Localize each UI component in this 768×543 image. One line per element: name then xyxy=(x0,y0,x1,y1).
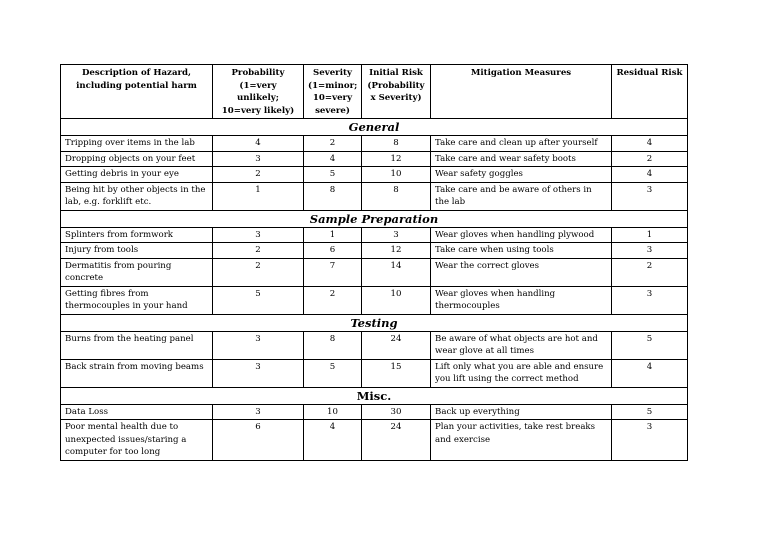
initial-risk-cell: 24 xyxy=(362,331,431,359)
probability-cell: 1 xyxy=(213,182,304,210)
severity-cell: 2 xyxy=(304,286,362,314)
hazard-cell: Data Loss xyxy=(61,404,213,420)
probability-cell: 3 xyxy=(213,331,304,359)
residual-risk-cell: 3 xyxy=(612,286,688,314)
initial-risk-cell: 10 xyxy=(362,167,431,183)
header-residual-risk: Residual Risk xyxy=(612,65,688,119)
table-row xyxy=(61,167,688,183)
probability-cell: 2 xyxy=(213,258,304,286)
hazard-cell: Being hit by other objects in the lab, e.g. forklift etc. xyxy=(61,182,213,210)
initial-risk-cell: 30 xyxy=(362,404,431,420)
mitigation-cell: Take care and wear safety boots xyxy=(431,151,612,167)
residual-risk-cell: 5 xyxy=(612,331,688,359)
initial-risk-cell: 8 xyxy=(362,182,431,210)
risk-assessment-table xyxy=(60,64,688,461)
header-probability: Probability (1=very unlikely; 10=very likely) xyxy=(213,65,304,119)
initial-risk-cell: 24 xyxy=(362,420,431,461)
hazard-cell: Tripping over items in the lab xyxy=(61,136,213,152)
residual-risk-cell: 4 xyxy=(612,167,688,183)
hazard-cell: Back strain from moving beams xyxy=(61,359,213,387)
mitigation-cell: Wear gloves when handling thermocouples xyxy=(431,286,612,314)
section-row-misc xyxy=(61,387,688,404)
mitigation-cell: Wear the correct gloves xyxy=(431,258,612,286)
probability-cell: 3 xyxy=(213,404,304,420)
probability-cell: 3 xyxy=(213,359,304,387)
header-description: Description of Hazard, including potential harm xyxy=(61,65,213,119)
mitigation-cell: Take care and be aware of others in the lab xyxy=(431,182,612,210)
section-row-general xyxy=(61,119,688,136)
severity-cell: 8 xyxy=(304,182,362,210)
hazard-cell: Dermatitis from pouring concrete xyxy=(61,258,213,286)
initial-risk-cell: 10 xyxy=(362,286,431,314)
severity-cell: 10 xyxy=(304,404,362,420)
section-title: General xyxy=(61,119,688,136)
table-row xyxy=(61,151,688,167)
severity-cell: 2 xyxy=(304,136,362,152)
table-row xyxy=(61,227,688,243)
hazard-cell: Burns from the heating panel xyxy=(61,331,213,359)
header-severity: Severity (1=minor; 10=very severe) xyxy=(304,65,362,119)
hazard-cell: Getting debris in your eye xyxy=(61,167,213,183)
section-row-sample-preparation xyxy=(61,210,688,227)
mitigation-cell: Wear safety goggles xyxy=(431,167,612,183)
hazard-cell: Poor mental health due to unexpected issues/staring a computer for too long xyxy=(61,420,213,461)
severity-cell: 4 xyxy=(304,151,362,167)
residual-risk-cell: 4 xyxy=(612,136,688,152)
initial-risk-cell: 12 xyxy=(362,243,431,259)
initial-risk-cell: 14 xyxy=(362,258,431,286)
hazard-cell: Dropping objects on your feet xyxy=(61,151,213,167)
residual-risk-cell: 1 xyxy=(612,227,688,243)
residual-risk-cell: 4 xyxy=(612,359,688,387)
residual-risk-cell: 3 xyxy=(612,420,688,461)
section-title: Testing xyxy=(61,314,688,331)
mitigation-cell: Take care and clean up after yourself xyxy=(431,136,612,152)
table-row xyxy=(61,286,688,314)
initial-risk-cell: 3 xyxy=(362,227,431,243)
severity-cell: 8 xyxy=(304,331,362,359)
mitigation-cell: Take care when using tools xyxy=(431,243,612,259)
initial-risk-cell: 8 xyxy=(362,136,431,152)
hazard-cell: Injury from tools xyxy=(61,243,213,259)
header-initial-risk: Initial Risk (Probability x Severity) xyxy=(362,65,431,119)
header-row xyxy=(61,65,688,119)
residual-risk-cell: 5 xyxy=(612,404,688,420)
probability-cell: 2 xyxy=(213,167,304,183)
initial-risk-cell: 12 xyxy=(362,151,431,167)
section-title: Sample Preparation xyxy=(61,210,688,227)
mitigation-cell: Back up everything xyxy=(431,404,612,420)
table-row xyxy=(61,258,688,286)
table-row xyxy=(61,420,688,461)
residual-risk-cell: 3 xyxy=(612,182,688,210)
mitigation-cell: Wear gloves when handling plywood xyxy=(431,227,612,243)
severity-cell: 6 xyxy=(304,243,362,259)
table-row xyxy=(61,404,688,420)
severity-cell: 5 xyxy=(304,167,362,183)
section-title: Misc. xyxy=(61,387,688,404)
mitigation-cell: Lift only what you are able and ensure you lift using the correct method xyxy=(431,359,612,387)
residual-risk-cell: 2 xyxy=(612,258,688,286)
probability-cell: 5 xyxy=(213,286,304,314)
probability-cell: 2 xyxy=(213,243,304,259)
probability-cell: 4 xyxy=(213,136,304,152)
severity-cell: 7 xyxy=(304,258,362,286)
mitigation-cell: Be aware of what objects are hot and wear glove at all times xyxy=(431,331,612,359)
severity-cell: 4 xyxy=(304,420,362,461)
table-row xyxy=(61,136,688,152)
mitigation-cell: Plan your activities, take rest breaks and exercise xyxy=(431,420,612,461)
probability-cell: 3 xyxy=(213,227,304,243)
severity-cell: 1 xyxy=(304,227,362,243)
table-row xyxy=(61,359,688,387)
initial-risk-cell: 15 xyxy=(362,359,431,387)
residual-risk-cell: 2 xyxy=(612,151,688,167)
probability-cell: 6 xyxy=(213,420,304,461)
probability-cell: 3 xyxy=(213,151,304,167)
hazard-cell: Getting fibres from thermocouples in your hand xyxy=(61,286,213,314)
table-row xyxy=(61,243,688,259)
header-mitigation: Mitigation Measures xyxy=(431,65,612,119)
table-row xyxy=(61,182,688,210)
table-row xyxy=(61,331,688,359)
residual-risk-cell: 3 xyxy=(612,243,688,259)
section-row-testing xyxy=(61,314,688,331)
severity-cell: 5 xyxy=(304,359,362,387)
hazard-cell: Splinters from formwork xyxy=(61,227,213,243)
